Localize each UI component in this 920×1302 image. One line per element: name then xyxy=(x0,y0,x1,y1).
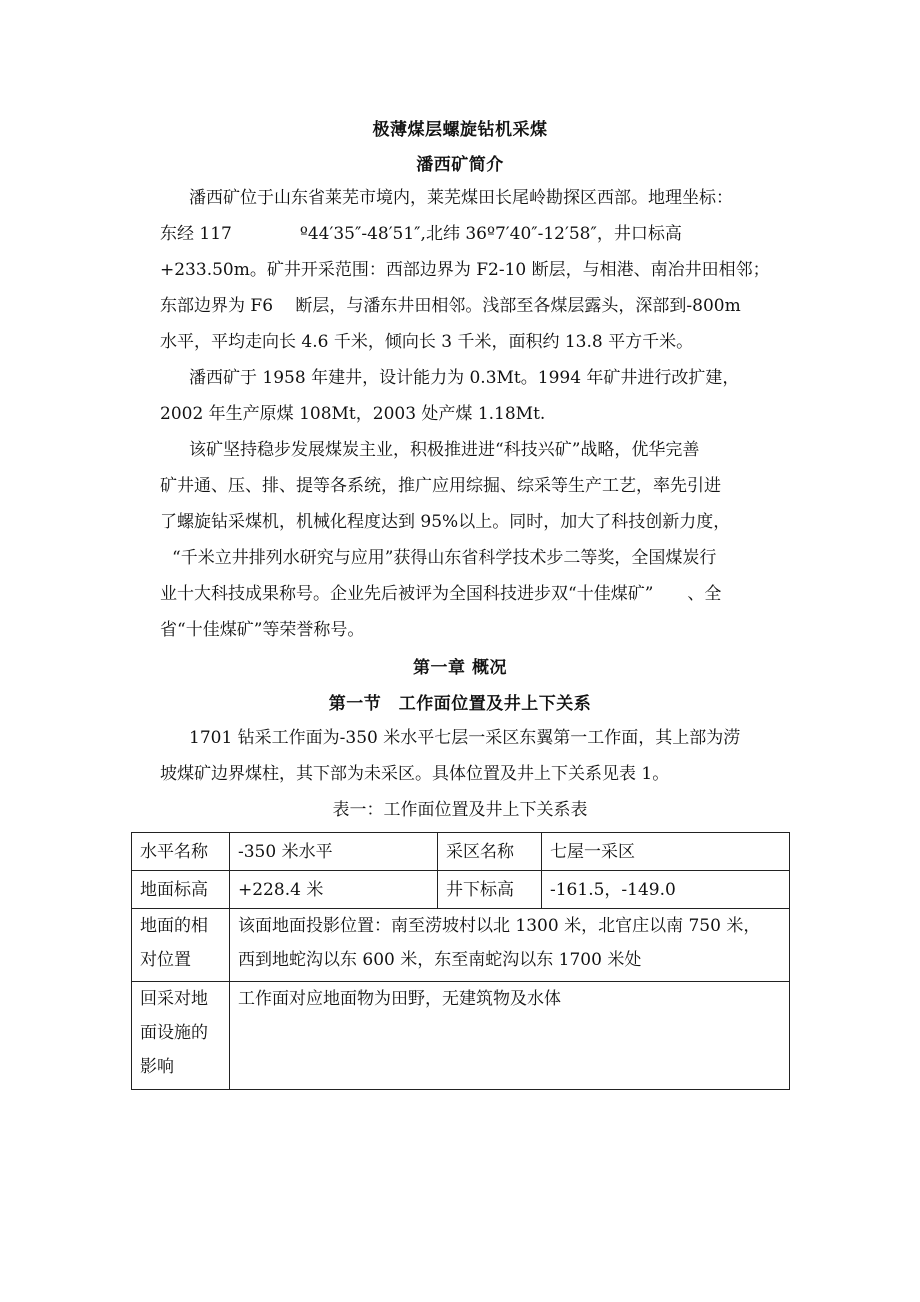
table-cell-label: 水平名称 xyxy=(132,833,230,871)
para4-line: 坡煤矿边界煤柱，其下部为未采区。具体位置及井上下关系见表 1。 xyxy=(160,764,670,784)
para3-line: 该矿坚持稳步发展煤炭主业，积极推进进“科技兴矿”战略，优华完善 xyxy=(189,440,700,460)
table-cell-value: 七屋一采区 xyxy=(542,833,790,871)
table-cell-value: 工作面对应地面物为田野，无建筑物及水体 xyxy=(230,982,790,1090)
para3-line: 矿井通、压、排、提等各系统，推广应用综掘、综采等生产工艺，率先引进 xyxy=(160,476,721,496)
para1-line: 东经 117 º44′35″-48′51″,北纬 36º7′40″-12′58″，井口标高 xyxy=(160,224,682,244)
para2-line: 潘西矿于 1958 年建井，设计能力为 0.3Mt。1994 年矿井进行改扩建， xyxy=(189,368,740,388)
para3-line: 业十大科技成果称号。企业先后被评为全国科技进步双“十佳煤矿” 、全 xyxy=(160,584,722,604)
table-cell-label: 采区名称 xyxy=(438,833,542,871)
table-cell-value: -161.5，-149.0 xyxy=(542,871,790,909)
table-row xyxy=(132,982,790,1090)
table-row xyxy=(132,833,790,871)
para3-line: 省“十佳煤矿”等荣誉称号。 xyxy=(160,620,365,640)
table-cell-label xyxy=(132,909,230,982)
chapter-title: 第一章 概况 xyxy=(413,658,507,678)
value-line: 西到地蛇沟以东 600 米，东至南蛇沟以东 1700 米处 xyxy=(238,950,642,970)
value-line: 该面地面投影位置：南至涝坡村以北 1300 米，北官庄以南 750 米， xyxy=(238,916,761,936)
table-cell-label: 井下标高 xyxy=(438,871,542,909)
para2-line: 2002 年生产原煤 108Mt，2003 处产煤 1.18Mt. xyxy=(160,404,546,424)
label-line: 回采对地 xyxy=(140,989,208,1009)
table-cell-value: -350 米水平 xyxy=(230,833,438,871)
table-row xyxy=(132,871,790,909)
para3-line: “千米立井排列水研究与应用”获得山东省科学技术步二等奖，全国煤炭行 xyxy=(172,548,717,568)
table-cell-value xyxy=(230,909,790,982)
label-line: 对位置 xyxy=(140,950,191,970)
position-table xyxy=(131,832,790,1090)
para1-line: 东部边界为 F6 断层，与潘东井田相邻。浅部至各煤层露头，深部到-800m xyxy=(160,296,741,316)
label-line: 影响 xyxy=(140,1057,174,1077)
label-line: 面设施的 xyxy=(140,1023,208,1043)
table-cell-value: +228.4 米 xyxy=(230,871,438,909)
intro-heading: 潘西矿简介 xyxy=(416,155,504,175)
para1-line: 潘西矿位于山东省莱芜市境内，莱芜煤田长尾岭勘探区西部。地理坐标： xyxy=(189,188,733,208)
table-cell-label: 地面标高 xyxy=(132,871,230,909)
table-row xyxy=(132,909,790,982)
para1-line: +233.50m。矿井开采范围：西部边界为 F2-10 断层，与相港、南冶井田相邻； xyxy=(160,260,770,280)
para1-line: 水平，平均走向长 4.6 千米，倾向长 3 千米，面积约 13.8 平方千米。 xyxy=(160,332,694,352)
para4-line: 1701 钻采工作面为-350 米水平七层一采区东翼第一工作面，其上部为涝 xyxy=(189,728,741,748)
label-line: 地面的相 xyxy=(140,916,208,936)
document-title: 极薄煤层螺旋钻机采煤 xyxy=(372,120,548,140)
table-cell-label xyxy=(132,982,230,1090)
table-caption: 表一：工作面位置及井上下关系表 xyxy=(332,800,588,820)
section-title: 第一节 工作面位置及井上下关系 xyxy=(328,694,592,714)
para3-line: 了螺旋钻采煤机，机械化程度达到 95%以上。同时，加大了科技创新力度， xyxy=(160,512,731,532)
